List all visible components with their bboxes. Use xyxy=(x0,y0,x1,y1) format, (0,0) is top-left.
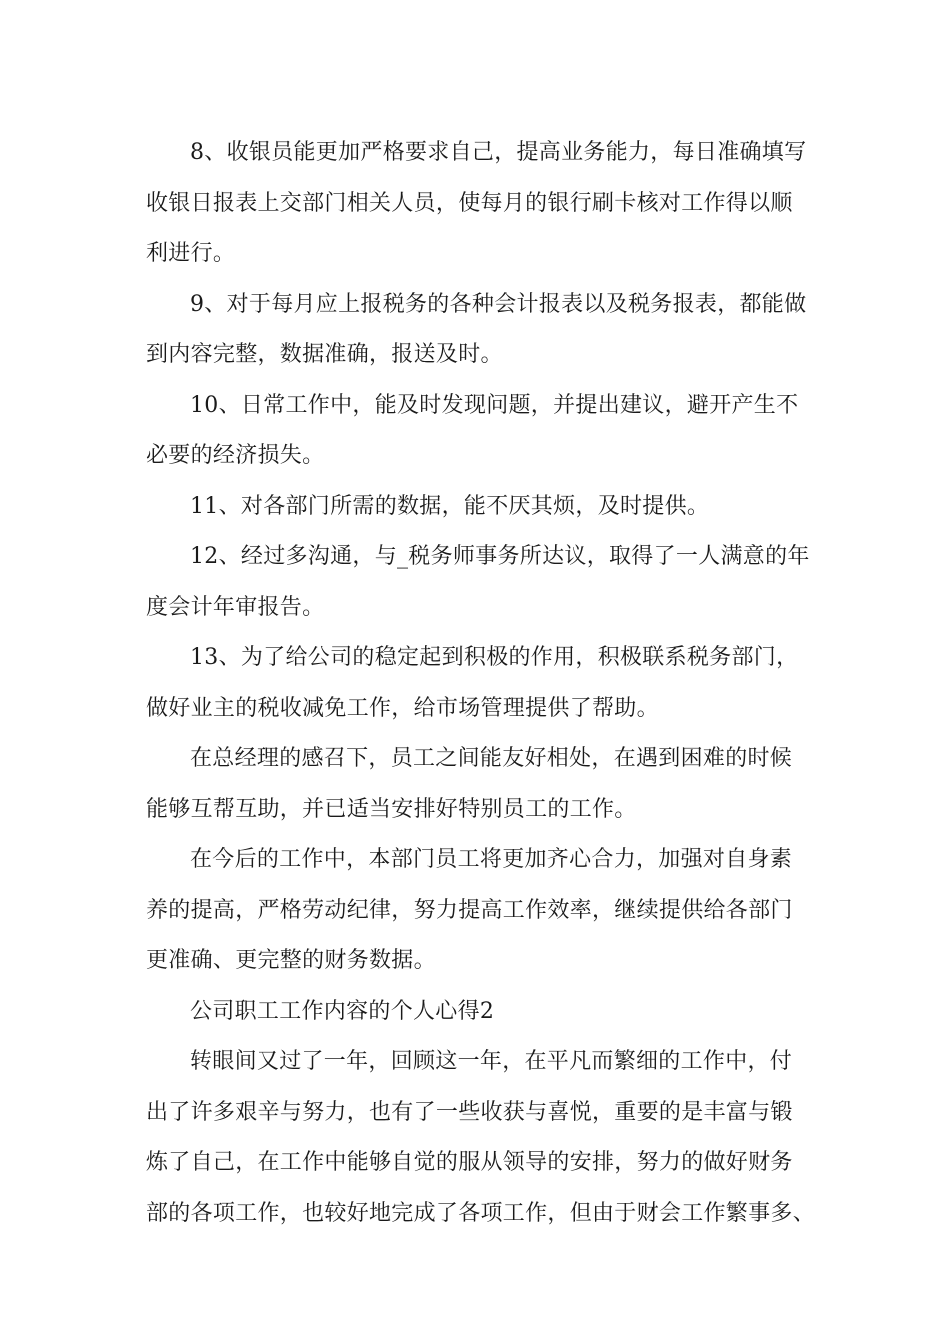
document-body xyxy=(146,128,826,1239)
paragraph-line: 炼了自己，在工作中能够自觉的服从领导的安排，努力的做好财务 xyxy=(146,1150,793,1175)
paragraph-line: 度会计年审报告。 xyxy=(146,594,325,620)
paragraph-line: 能够互帮互助，并已适当安排好特别员工的工作。 xyxy=(146,796,637,822)
paragraph-line: 10、日常工作中，能及时发现问题，并提出建议，避开产生不 xyxy=(190,392,799,418)
paragraph-line: 8、收银员能更加严格要求自己，提高业务能力，每日准确填写 xyxy=(190,140,807,165)
paragraph-line: 收银日报表上交部门相关人员，使每月的银行刷卡核对工作得以顺 xyxy=(146,190,793,216)
paragraph xyxy=(146,734,826,835)
paragraph xyxy=(146,280,826,381)
paragraph xyxy=(146,1037,826,1239)
paragraph xyxy=(146,835,826,987)
paragraph-line: 转眼间又过了一年，回顾这一年，在平凡而繁细的工作中，付 xyxy=(190,1049,793,1074)
paragraph-line: 在总经理的感召下，员工之间能友好相处，在遇到困难的时候 xyxy=(190,746,793,771)
paragraph xyxy=(146,381,826,482)
paragraph-line: 部的各项工作，也较好地完成了各项工作，但由于财会工作繁事多、 xyxy=(146,1200,816,1226)
paragraph-line: 在今后的工作中，本部门员工将更加齐心合力，加强对自身素 xyxy=(190,847,793,872)
paragraph xyxy=(146,987,826,1038)
paragraph xyxy=(146,482,826,533)
paragraph-line: 做好业主的税收减免工作，给市场管理提供了帮助。 xyxy=(146,695,659,721)
paragraph-line: 13、为了给公司的稳定起到积极的作用，积极联系税务部门， xyxy=(190,645,799,670)
paragraph-line: 养的提高，严格劳动纪律，努力提高工作效率，继续提供给各部门 xyxy=(146,897,793,923)
paragraph xyxy=(146,128,826,280)
paragraph xyxy=(146,633,826,734)
paragraph-line: 到内容完整，数据准确，报送及时。 xyxy=(146,342,503,367)
paragraph-line: 更准确、更完整的财务数据。 xyxy=(146,948,436,973)
paragraph xyxy=(146,532,826,633)
paragraph-line: 12、经过多沟通，与_税务师事务所达议，取得了一人满意的年 xyxy=(190,544,810,569)
paragraph-line: 9、对于每月应上报税务的各种会计报表以及税务报表，都能做 xyxy=(190,291,807,317)
paragraph-line: 公司职工工作内容的个人心得2 xyxy=(190,998,495,1024)
paragraph-line: 必要的经济损失。 xyxy=(146,443,325,468)
paragraph-line: 利进行。 xyxy=(146,241,236,266)
paragraph-line: 出了许多艰辛与努力，也有了一些收获与喜悦，重要的是丰富与锻 xyxy=(146,1099,793,1125)
paragraph-line: 11、对各部门所需的数据，能不厌其烦，及时提供。 xyxy=(190,493,710,519)
